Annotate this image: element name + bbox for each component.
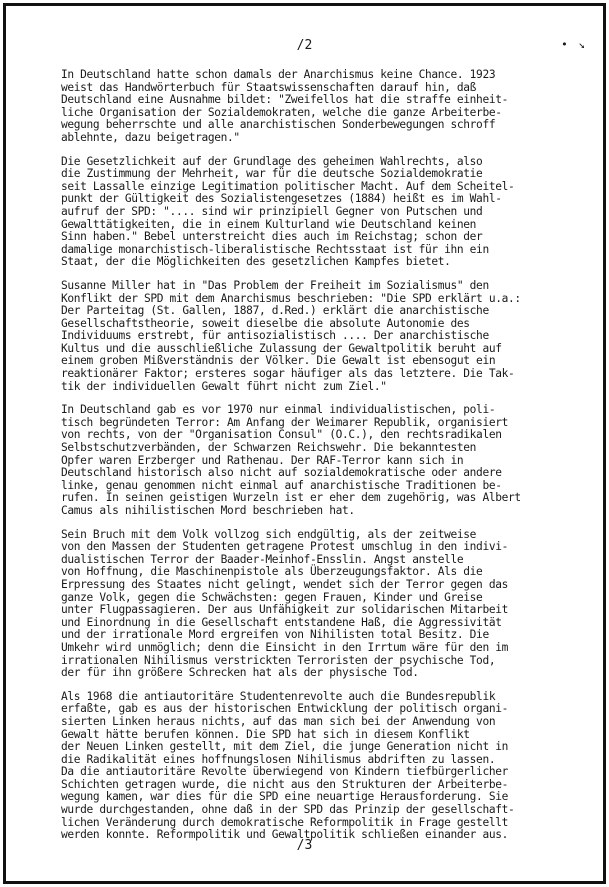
paragraph-1968-revolt: Als 1968 die antiautoritäre Studentenrevolte auch die Bundesrepublik erfaßte, gab es aus der historischen Entwicklung der politisch organi- sierten Linken heraus nichts, auf das man sich bei der Anwendung von Gewalt hätte berufen können. Die SPD hat sich in diesem Konflikt der Neuen Linken gestellt, mit dem Ziel, die junge Generation nicht in die Radikalität eines hoffnungslosen Nihilismus abdriften zu lassen. Da die antiautoritäre Revolte überwiegend von Kindern tiefbürgerlicher Schichten getragen wurde, die nicht aus den Strukturen der Arbeiterbe- wegung kamen, war dies für die SPD eine neuartige Herausforderung. Sie wurde durchgestanden, ohne daß in der SPD das Prinzip der gesellschaft- lichen Veränderung durch demokratische Reformpolitik in Frage gestellt werden konnte. Reformpolitik und Gewaltpolitik schließen einander aus. (61, 689, 515, 842)
next-page-marker: /3 (296, 838, 313, 853)
corner-marks: • ↘ (561, 38, 587, 51)
document-body (61, 69, 565, 853)
page-number: /2 (296, 38, 313, 53)
paragraph-legality: Die Gesetzlichkeit auf der Grundlage des geheimen Wahlrechts, also die Zustimmung der Mehrheit, war für die deutsche Sozialdemokratie seit Lassalle einzige Legitimation politischer Macht. Auf dem Scheitel- punkt der Gültigkeit des Sozialistengesetzes (1884) heißt es im Wahl- aufruf der SPD: ".... sind wir prinzipiell Gegner von Putschen und Gewalttätigkeiten, die in einem Kulturland wie Deutschland keinen Sinn haben." Bebel unterstreicht dies auch im Reichstag; schon der damalige monarchistisch-liberalistische Rechtsstaat ist für ihn ein Staat, der die Möglichkeiten des gesetzlichen Kampfes bietet. (61, 154, 515, 269)
paragraph-terror-history: In Deutschland gab es vor 1970 nur einmal individualistischen, poli- tisch begründeten Terror: Am Anfang der Weimarer Republik, organisiert von rechts, von der "Organisation Consul" (O.C.), den rechtsradikalen Selbstschutzverbänden, der Schwarzen Reichswehr. Die bekanntesten Opfer waren Erzberger und Rathenau. Der RAF-Terror kann sich in Deutschland historisch also nicht auf sozialdemokratische oder andere linke, genau genommen nicht einmal auf anarchistische Traditionen be- rufen. In seinen geistigen Wurzeln ist er eher dem zugehörig, was Albert Camus als nihilistischen Mord beschrieben hat. (61, 403, 521, 517)
paragraph-susanne-miller: Susanne Miller hat in "Das Problem der Freiheit im Sozialismus" den Konflikt der SPD mit dem Anarchismus beschrieben: "Die SPD erklärt u.a.: Der Parteitag (St. Gallen, 1887, d.Red.) erklärt die anarchistische Gesellschaftstheorie, soweit dieselbe die absolute Autonomie des Individuums erstrebt, für antisozialistisch .... Der anarchistische Kultus und die ausschließliche Zulassung der Gewaltpolitik beruht auf einem groben Mißverständnis der Völker. Die Gewalt ist ebensogut ein reaktionärer Faktor; ersteres sogar häufiger als das letztere. Die Tak- tik der individuellen Gewalt führt nicht zum Ziel." (61, 278, 521, 393)
paragraph-anarchism-chance: In Deutschland hatte schon damals der Anarchismus keine Chance. 1923 weist das Handwörterbuch für Staatswissenschaften darauf hin, daß Deutschland eine Ausnahme bildet: "Zweifellos hat die straffe einheit- liche Organisation der Sozialdemokraten, welche die ganze Arbeiterbe- wegung beherrschte und alle anarchistischen Sonderbewegungen schroff ablehnte, dazu beigetragen." (61, 68, 508, 144)
paragraph-break-with-people: Sein Bruch mit dem Volk vollzog sich endgültig, als der zeitweise von den Massen der Studenten getragene Protest umschlug in den indivi- dualistischen Terror der Baader-Meinhof-Ensslin. Angst anstelle von Hoffnung, die Maschinenpistole als Überzeugungsfaktor. Als die Erpressung des Staates nicht gelingt, wendet sich der Terror gegen das ganze Volk, gegen die Schwächsten: gegen Frauen, Kinder und Greise unter Flugpassagieren. Der aus Unfähigkeit zur solidarischen Mitarbeit und Einordnung in die Gesellschaft entstandene Haß, die Aggressivität und der irrationale Mord ergreifen von Nihilisten total Besitz. Die Umkehr wird unmöglich; denn die Einsicht in den Irrtum wäre für den im irrationalen Nihilismus verstrickten Terroristen der psychische Tod, der für ihn größere Schrecken hat als der physische Tod. (61, 527, 508, 680)
